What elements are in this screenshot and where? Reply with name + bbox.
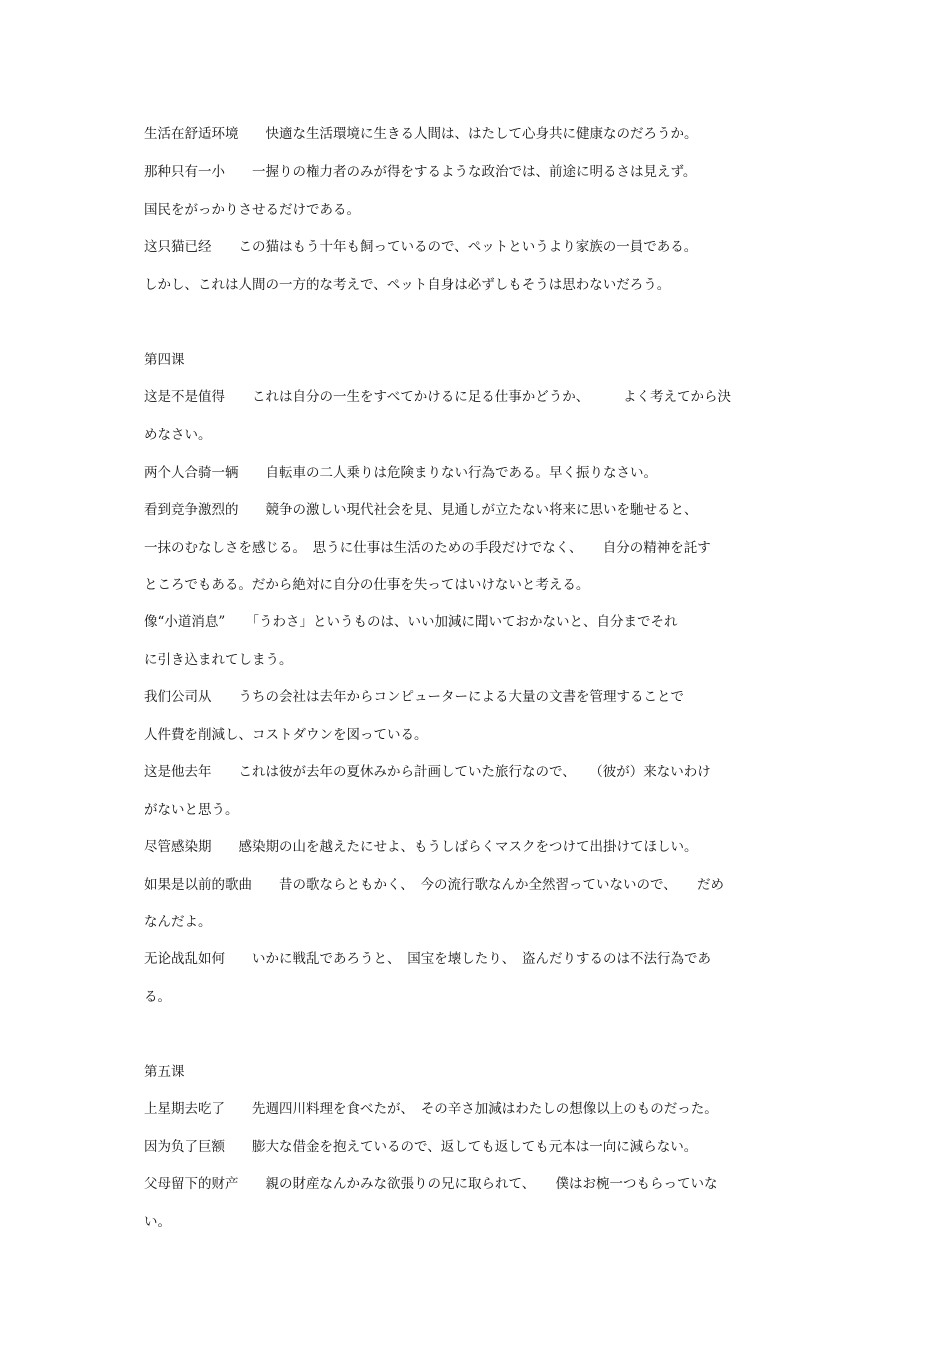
section-heading: 第五课	[144, 1064, 185, 1080]
section-heading: 第四课	[144, 352, 185, 368]
text-line: 无论战乱如何 いかに戦乱であろうと、 国宝を壊したり、 盗んだりするのは不法行為であ	[144, 951, 711, 967]
text-line: 这是不是值得 これは自分の一生をすべてかけるに足る仕事かどうか、 よく考えてから決	[144, 389, 731, 405]
text-line: なんだよ。	[144, 914, 212, 930]
text-line: に引き込まれてしまう。	[144, 652, 293, 668]
text-line: 人件費を削減し、コストダウンを図っている。	[144, 727, 428, 743]
text-line: 看到竞争激烈的 競争の激しい現代社会を見、見通しが立たない将来に思いを馳せると、	[144, 502, 698, 518]
text-line: しかし、これは人間の一方的な考えで、ペット自身は必ずしもそうは思わないだろう。	[144, 277, 671, 293]
text-line: がないと思う。	[144, 802, 239, 818]
text-line: 这是他去年 これは彼が去年の夏休みから計画していた旅行なので、 （彼が）来ないわけ	[144, 764, 711, 780]
text-line: 上星期去吃了 先週四川料理を食べたが、 その辛さ加減はわたしの想像以上のものだった。	[144, 1101, 718, 1117]
text-line: めなさい。	[144, 427, 212, 443]
text-line: 如果是以前的歌曲 昔の歌ならともかく、 今の流行歌なんか全然習っていないので、 だめ	[144, 877, 724, 893]
text-line: 两个人合骑一辆 自転車の二人乗りは危険まりない行為である。早く振りなさい。	[144, 465, 657, 481]
text-line: 这只猫已经 この猫はもう十年も飼っているので、ペットというより家族の一員である。	[144, 239, 698, 255]
text-line: 尽管感染期 感染期の山を越えたにせよ、もうしばらくマスクをつけて出掛けてほしい。	[144, 839, 698, 855]
text-line: 像“小道消息” 「うわさ」というものは、いい加減に聞いておかないと、自分までそれ	[144, 614, 678, 630]
text-line: 生活在舒适环境 快適な生活環境に生きる人間は、はたして心身共に健康なのだろうか。	[144, 126, 698, 142]
text-line: 因为负了巨额 膨大な借金を抱えているので、返しても返しても元本は一向に減らない。	[144, 1139, 698, 1155]
text-line: 父母留下的财产 親の財産なんかみな欲張りの兄に取られて、 僕はお椀一つもらっていな	[144, 1176, 718, 1192]
text-line: ところでもある。だから絶対に自分の仕事を失ってはいけないと考える。	[144, 577, 590, 593]
text-line: 那种只有一小 一握りの権力者のみが得をするような政治では、前途に明るさは見えず。	[144, 164, 697, 180]
text-line: 我们公司从 うちの会社は去年からコンピューターによる大量の文書を管理することで	[144, 689, 684, 705]
text-line: 国民をがっかりさせるだけである。	[144, 202, 360, 218]
text-line: い。	[144, 1214, 171, 1230]
text-line: る。	[144, 989, 171, 1005]
text-line: 一抹のむなしさを感じる。 思うに仕事は生活のための手段だけでなく、 自分の精神を託す	[144, 540, 711, 556]
